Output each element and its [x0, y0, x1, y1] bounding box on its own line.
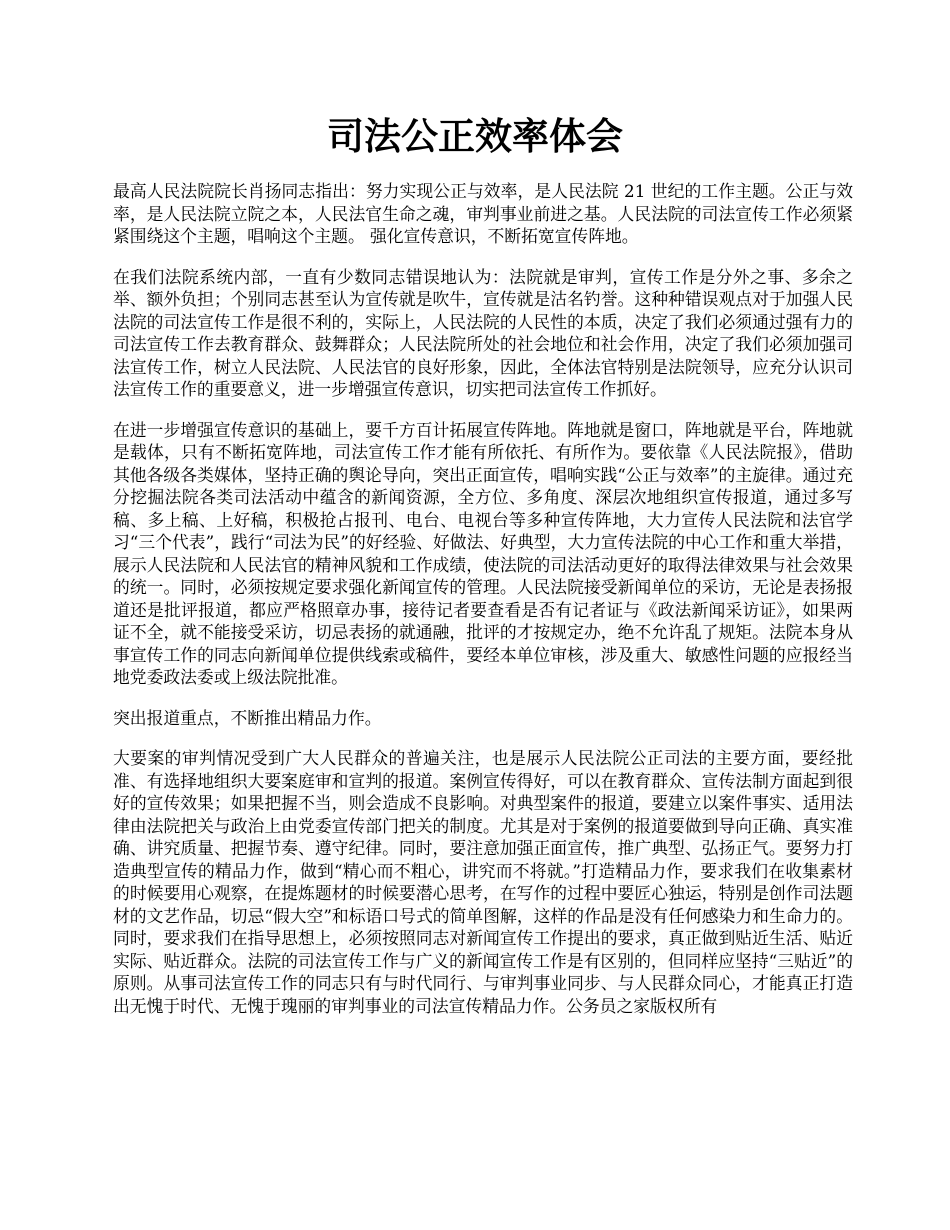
document-title: 司法公正效率体会: [327, 115, 623, 158]
document-body: [113, 180, 853, 1035]
paragraph-1: 最高人民法院院长肖扬同志指出：努力实现公正与效率，是人民法院 21 世纪的工作主题。公正与效率，是人民法院立院之本，人民法官生命之魂，审判事业前进之基。人民法院的司法宣传工作必须紧紧围绕这个主题，唱响这个主题。 强化宣传意识，不断拓宽宣传阵地。: [113, 181, 853, 246]
paragraph-4: 突出报道重点，不断推出精品力作。: [113, 707, 382, 728]
paragraph-2: 在我们法院系统内部，一直有少数同志错误地认为：法院就是审判，宣传工作是分外之事、多余之举、额外负担；个别同志甚至认为宣传就是吹牛，宣传就是沽名钓誉。这种种错误观点对于加强人民法院的司法宣传工作是很不利的，实际上，人民法院的人民性的本质，决定了我们必须通过强有力的司法宣传工作去教育群众、鼓舞群众；人民法院所处的社会地位和社会作用，决定了我们必须加强司法宣传工作，树立人民法院、人民法官的良好形象，因此，全体法官特别是法院领导，应充分认识司法宣传工作的重要意义，进一步增强宣传意识，切实把司法宣传工作抓好。: [113, 266, 853, 399]
paragraph-5: 大要案的审判情况受到广大人民群众的普遍关注，也是展示人民法院公正司法的主要方面，要经批准、有选择地组织大要案庭审和宣判的报道。案例宣传得好，可以在教育群众、宣传法制方面起到很好的宣传效果；如果把握不当，则会造成不良影响。对典型案件的报道，要建立以案件事实、适用法律由法院把关与政治上由党委宣传部门把关的制度。尤其是对于案例的报道要做到导向正确、真实准确、讲究质量、把握节奏、遵守纪律。同时，要注意加强正面宣传，推广典型、弘扬正气。要努力打造典型宣传的精品力作，做到“精心而不粗心，讲究而不将就。”打造精品力作，要求我们在收集素材的时候要用心观察，在提炼题材的时候要潜心思考，在写作的过程中要匠心独运，特别是创作司法题材的文艺作品，切忌“假大空”和标语口号式的简单图解，这样的作品是没有任何感染力和生命力的。同时，要求我们在指导思想上，必须按照同志对新闻宣传工作提出的要求，真正做到贴近生活、贴近实际、贴近群众。法院的司法宣传工作与广义的新闻宣传工作是有区别的，但同样应坚持“三贴近”的原则。从事司法宣传工作的同志只有与时代同行、与审判事业同步、与人民群众同心，才能真正打造出无愧于时代、无愧于瑰丽的审判事业的司法宣传精品力作。公务员之家版权所有: [113, 748, 853, 1016]
paragraph-3: 在进一步增强宣传意识的基础上，要千方百计拓展宣传阵地。阵地就是窗口，阵地就是平台，阵地就是载体，只有不断拓宽阵地，司法宣传工作才能有所依托、有所作为。要依靠《人民法院报》，借助其他各级各类媒体，坚持正确的舆论导向，突出正面宣传，唱响实践“公正与效率”的主旋律。通过充分挖掘法院各类司法活动中蕴含的新闻资源，全方位、多角度、深层次地组织宣传报道，通过多写稿、多上稿、上好稿，积极抢占报刊、电台、电视台等多种宣传阵地，大力宣传人民法院和法官学习“三个代表”，践行“司法为民”的好经验、好做法、好典型，大力宣传法院的中心工作和重大举措，展示人民法院和人民法官的精神风貌和工作成绩，使法院的司法活动更好的取得法律效果与社会效果的统一。同时，必须按规定要求强化新闻宣传的管理。人民法院接受新闻单位的采访，无论是表扬报道还是批评报道，都应严格照章办事，接待记者要查看是否有记者证与《政法新闻采访证》，如果两证不全，就不能接受采访，切忌表扬的就通融，批评的才按规定办，绝不允许乱了规矩。法院本身从事宣传工作的同志向新闻单位提供线索或稿件，要经本单位审核，涉及重大、敏感性问题的应报经当地党委政法委或上级法院批准。: [113, 419, 853, 687]
